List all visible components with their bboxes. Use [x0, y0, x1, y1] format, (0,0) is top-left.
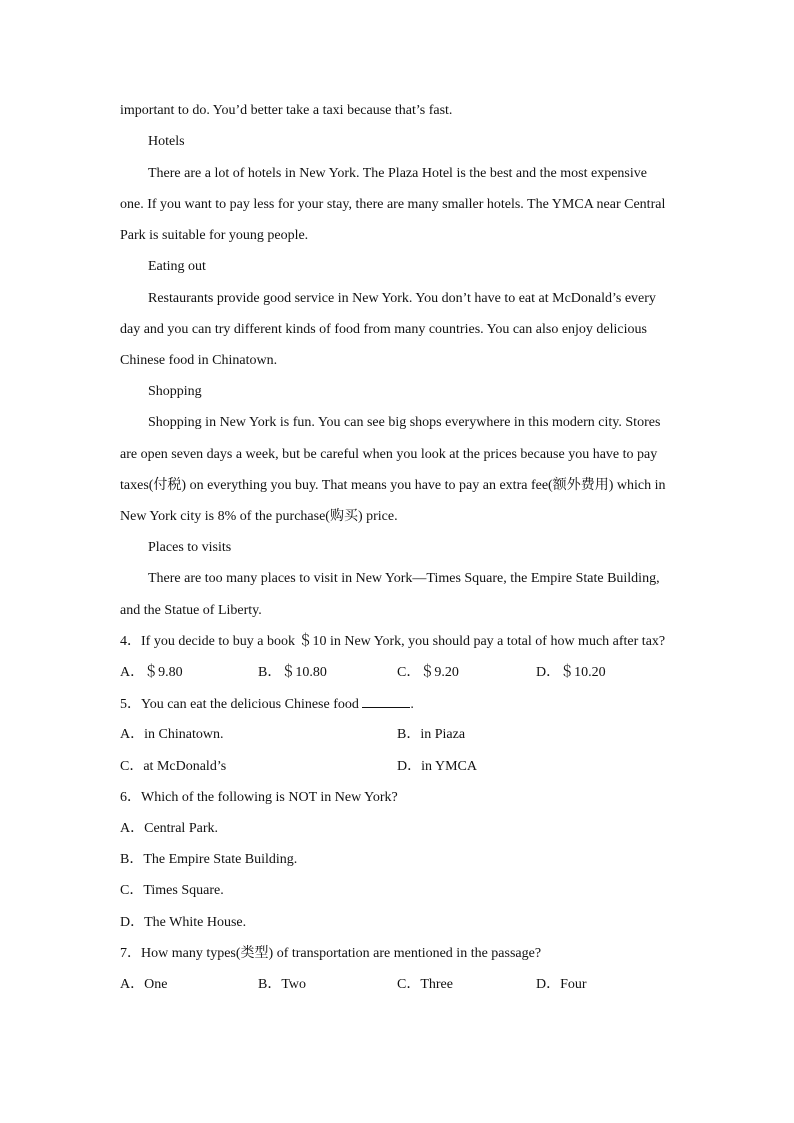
question-5-stem-end: . [410, 697, 414, 712]
question-7-stem: 7．How many types(类型) of transportation are mentioned in the passage? [120, 946, 542, 961]
shopping-heading: Shopping [148, 384, 202, 399]
question-7-option-d: D．Four [536, 977, 587, 992]
question-5-option-a: A．in Chinatown. [120, 727, 224, 742]
places-line-2: and the Statue of Liberty. [120, 603, 262, 618]
eating-line-3: Chinese food in Chinatown. [120, 353, 278, 368]
question-6-stem: 6．Which of the following is NOT in New York? [120, 790, 398, 805]
question-6-option-b: B．The Empire State Building. [120, 852, 298, 867]
shopping-line-4: New York city is 8% of the purchase(购买) price. [120, 509, 398, 524]
shopping-line-3: taxes(付税) on everything you buy. That means you have to pay an extra fee(额外费用) which in [120, 478, 666, 493]
places-heading: Places to visits [148, 540, 232, 555]
question-6-option-c: C．Times Square. [120, 883, 224, 898]
answer-blank [362, 695, 410, 708]
question-4-option-b: B．＄10.80 [258, 665, 327, 680]
hotels-heading: Hotels [148, 134, 185, 149]
hotels-line-1: There are a lot of hotels in New York. The Plaza Hotel is the best and the most expensive [148, 166, 647, 181]
question-6-option-d: D．The White House. [120, 915, 247, 930]
passage-intro-tail: important to do. You’d better take a taxi because that’s fast. [120, 103, 453, 118]
question-4-stem: 4．If you decide to buy a book ＄10 in New York, you should pay a total of how much after tax? [120, 634, 666, 649]
question-5-stem [120, 695, 680, 714]
question-5-option-b: B．in Piaza [397, 727, 466, 742]
places-line-1: There are too many places to visit in New York—Times Square, the Empire State Building, [148, 571, 660, 586]
question-7-option-b: B．Two [258, 977, 307, 992]
hotels-line-3: Park is suitable for young people. [120, 228, 309, 243]
question-6-option-a: A．Central Park. [120, 821, 218, 836]
eating-line-2: day and you can try different kinds of food from many countries. You can also enjoy delicious [120, 322, 647, 337]
question-4-option-d: D．＄10.20 [536, 665, 606, 680]
question-5-option-c: C．at McDonald’s [120, 759, 227, 774]
question-5-option-d: D．in YMCA [397, 759, 477, 774]
shopping-line-2: are open seven days a week, but be careful when you look at the prices because you have to pay [120, 447, 658, 462]
question-7-option-c: C．Three [397, 977, 453, 992]
question-4-option-c: C．＄9.20 [397, 665, 459, 680]
question-4-option-a: A．＄9.80 [120, 665, 183, 680]
eating-heading: Eating out [148, 259, 206, 274]
shopping-line-1: Shopping in New York is fun. You can see big shops everywhere in this modern city. Stores [148, 415, 661, 430]
hotels-line-2: one. If you want to pay less for your stay, there are many smaller hotels. The YMCA near Central [120, 197, 666, 212]
eating-line-1: Restaurants provide good service in New York. You don’t have to eat at McDonald’s every [148, 291, 656, 306]
question-7-option-a: A．One [120, 977, 168, 992]
question-5-stem-text: 5．You can eat the delicious Chinese food [120, 697, 359, 712]
